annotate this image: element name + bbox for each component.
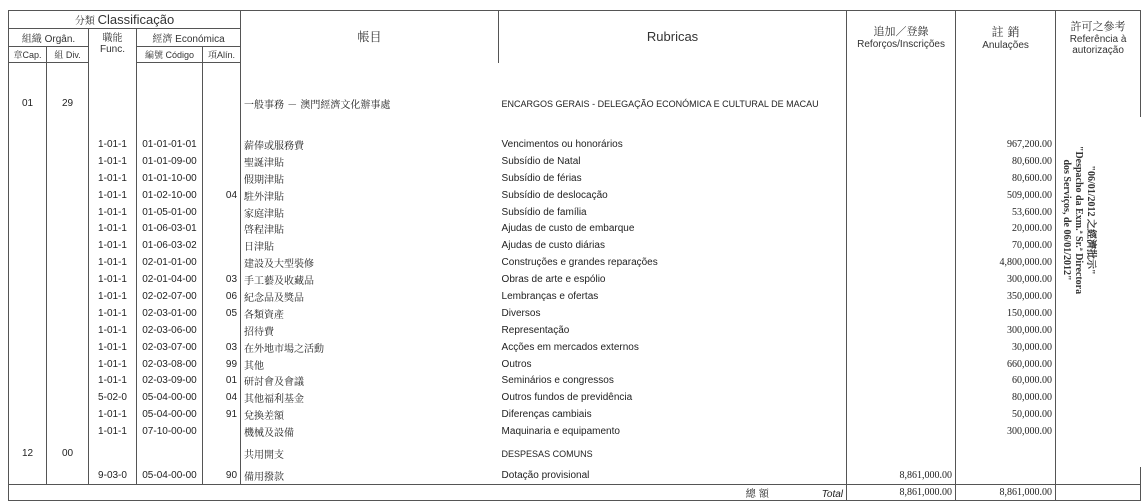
alinea-code: 90 <box>203 467 241 484</box>
div-cell <box>47 423 89 440</box>
economic-code: 01-01-01-01 <box>137 136 203 153</box>
func-code: 1-01-1 <box>89 254 137 271</box>
alinea-code <box>203 423 241 440</box>
reforco-value <box>847 372 956 389</box>
anulacao-value: 70,000.00 <box>956 237 1056 254</box>
div-cell <box>47 271 89 288</box>
reforco-value <box>847 170 956 187</box>
anulacao-value: 53,600.00 <box>956 204 1056 221</box>
anulacoes-header: 註 銷 Anulações <box>956 11 1056 63</box>
anulacao-value <box>956 467 1056 484</box>
alinea-code: 04 <box>203 187 241 204</box>
reforcos-header: 追加／登錄 Reforços/Inscrições <box>847 11 956 63</box>
economic-code: 02-03-01-00 <box>137 305 203 322</box>
rubrica-pt: Subsídio de férias <box>499 170 847 187</box>
section-div: 29 <box>47 90 89 117</box>
func-code: 1-01-1 <box>89 271 137 288</box>
div-cell <box>47 305 89 322</box>
economic-code: 02-02-07-00 <box>137 288 203 305</box>
alinea-code: 99 <box>203 356 241 373</box>
cap-cell <box>9 322 47 339</box>
cap-cell <box>9 204 47 221</box>
spacer-row <box>9 63 1141 91</box>
anulacao-value: 660,000.00 <box>956 356 1056 373</box>
table-row <box>9 372 1141 389</box>
reforco-value <box>847 271 956 288</box>
economic-code: 05-04-00-00 <box>137 406 203 423</box>
table-row <box>9 220 1141 237</box>
alinea-code <box>203 220 241 237</box>
func-code: 1-01-1 <box>89 204 137 221</box>
section-row-despesas-comuns <box>9 440 1141 467</box>
rubrica-pt: Diversos <box>499 305 847 322</box>
func-code: 1-01-1 <box>89 322 137 339</box>
rubrica-zh: 紀念品及獎品 <box>244 292 305 304</box>
alinea-header: 項Alín. <box>203 47 241 63</box>
func-code: 1-01-1 <box>89 153 137 170</box>
rubrica-zh: 假期津貼 <box>244 174 285 186</box>
rubrica-zh-header: 帳目 <box>241 11 499 63</box>
line-items <box>9 117 1141 440</box>
alinea-code <box>203 136 241 153</box>
reforco-value <box>847 153 956 170</box>
reforco-value <box>847 406 956 423</box>
cap-cell <box>9 220 47 237</box>
rubrica-zh: 聖誕津貼 <box>244 157 285 169</box>
authorization-reference <box>1061 145 1096 295</box>
economic-code: 07-10-00-00 <box>137 423 203 440</box>
rubrica-pt: Outros <box>499 356 847 373</box>
cap-cell <box>9 305 47 322</box>
div-cell <box>47 372 89 389</box>
anulacao-value: 300,000.00 <box>956 322 1056 339</box>
reforco-value <box>847 237 956 254</box>
section-desc-zh: 共用開支 <box>244 450 285 462</box>
rubrica-pt: Seminários e congressos <box>499 372 847 389</box>
reference-line-1: "06/01/2012 之經濟批示" <box>1085 165 1096 275</box>
cap-cell <box>9 372 47 389</box>
codigo-header: 編號 Código <box>137 47 203 63</box>
economic-code: 01-02-10-00 <box>137 187 203 204</box>
rubrica-zh: 研討會及會議 <box>244 377 305 389</box>
anulacao-value: 509,000.00 <box>956 187 1056 204</box>
rubrica-zh: 啓程津貼 <box>244 225 285 237</box>
table-row <box>9 288 1141 305</box>
reforco-value <box>847 339 956 356</box>
total-anulacao: 8,861,000.00 <box>956 484 1056 500</box>
func-code: 1-01-1 <box>89 356 137 373</box>
alinea-code: 06 <box>203 288 241 305</box>
table-row <box>9 187 1141 204</box>
section-cap: 12 <box>9 440 47 467</box>
rubrica-pt: Dotação provisional <box>499 467 847 484</box>
section-cap: 01 <box>9 90 47 117</box>
rubrica-pt: Obras de arte e espólio <box>499 271 847 288</box>
cap-cell <box>9 136 47 153</box>
rubrica-pt: Maquinaria e equipamento <box>499 423 847 440</box>
div-cell <box>47 389 89 406</box>
total-row <box>9 484 1141 500</box>
func-code: 1-01-1 <box>89 372 137 389</box>
func-code: 1-01-1 <box>89 220 137 237</box>
cap-cell <box>9 254 47 271</box>
cap-cell <box>9 271 47 288</box>
anulacao-value: 4,800,000.00 <box>956 254 1056 271</box>
div-cell <box>47 187 89 204</box>
func-code: 1-01-1 <box>89 406 137 423</box>
funcional-header: 職能 Func. <box>89 29 137 63</box>
reforco-value <box>847 423 956 440</box>
rubrica-pt: Representação <box>499 322 847 339</box>
div-cell <box>47 339 89 356</box>
alinea-code <box>203 153 241 170</box>
rubrica-zh: 其他福利基金 <box>244 394 305 406</box>
div-header: 組 Div. <box>47 47 89 63</box>
func-code: 1-01-1 <box>89 305 137 322</box>
reference-cell <box>1056 90 1141 117</box>
func-code: 9-03-0 <box>89 467 137 484</box>
anulacao-value: 80,600.00 <box>956 170 1056 187</box>
total-label: 總 額 Total <box>499 484 847 500</box>
reforco-value <box>847 356 956 373</box>
economic-code: 05-04-00-00 <box>137 467 203 484</box>
rubrica-pt: Ajudas de custo de embarque <box>499 220 847 237</box>
reforco-value <box>847 204 956 221</box>
total-reforco: 8,861,000.00 <box>847 484 956 500</box>
cap-cell <box>9 153 47 170</box>
rubrica-pt: Vencimentos ou honorários <box>499 136 847 153</box>
reforco-value <box>847 254 956 271</box>
rubrica-zh: 兌換差額 <box>244 411 285 423</box>
rubrica-pt: Subsídio de Natal <box>499 153 847 170</box>
anulacao-value: 80,000.00 <box>956 389 1056 406</box>
div-cell <box>47 153 89 170</box>
rubrica-zh: 招待費 <box>244 326 275 338</box>
func-code: 1-01-1 <box>89 170 137 187</box>
budget-sheet <box>8 10 1140 500</box>
alinea-code: 01 <box>203 372 241 389</box>
alinea-code <box>203 254 241 271</box>
economic-code: 01-06-03-02 <box>137 237 203 254</box>
div-cell <box>47 204 89 221</box>
cap-cell <box>9 288 47 305</box>
rubrica-pt: Construções e grandes reparações <box>499 254 847 271</box>
table-row <box>9 423 1141 440</box>
table-row <box>9 305 1141 322</box>
economic-code: 01-05-01-00 <box>137 204 203 221</box>
budget-table <box>8 10 1141 501</box>
economica-header: 經濟 Económica <box>137 29 241 47</box>
func-code: 1-01-1 <box>89 288 137 305</box>
rubrica-pt: Ajudas de custo diárias <box>499 237 847 254</box>
alinea-code: 91 <box>203 406 241 423</box>
table-row <box>9 271 1141 288</box>
section-desc-pt: DESPESAS COMUNS <box>499 440 847 467</box>
rubrica-pt: Subsídio de família <box>499 204 847 221</box>
div-cell <box>47 406 89 423</box>
rubrica-zh: 各類資產 <box>244 309 285 321</box>
cap-cell <box>9 339 47 356</box>
alinea-code <box>203 322 241 339</box>
economic-code: 05-04-00-00 <box>137 389 203 406</box>
rubrica-zh: 備用撥款 <box>244 471 285 483</box>
economic-code: 01-01-10-00 <box>137 170 203 187</box>
classificacao-header: 分類 Classificação <box>9 11 241 29</box>
section-desc-zh: 一般事務 － 澳門經濟文化辦事處 <box>244 100 391 111</box>
cap-cell <box>9 423 47 440</box>
rubrica-zh: 家庭津貼 <box>244 208 285 220</box>
cap-cell <box>9 237 47 254</box>
economic-code: 02-03-08-00 <box>137 356 203 373</box>
cap-cell <box>9 406 47 423</box>
table-row <box>9 254 1141 271</box>
rubrica-pt-header: Rubricas <box>499 11 847 63</box>
cap-cell <box>9 170 47 187</box>
div-cell <box>47 220 89 237</box>
section-div: 00 <box>47 440 89 467</box>
economic-code: 02-01-04-00 <box>137 271 203 288</box>
cap-cell <box>9 356 47 373</box>
anulacao-value: 60,000.00 <box>956 372 1056 389</box>
table-row <box>9 389 1141 406</box>
rubrica-zh: 駐外津貼 <box>244 191 285 203</box>
div-cell <box>47 136 89 153</box>
div-cell <box>47 170 89 187</box>
economic-code: 02-01-01-00 <box>137 254 203 271</box>
rubrica-zh: 手工藝及收藏品 <box>244 276 315 288</box>
table-row <box>9 153 1141 170</box>
alinea-code <box>203 204 241 221</box>
alinea-code: 04 <box>203 389 241 406</box>
func-code: 1-01-1 <box>89 237 137 254</box>
organico-header: 組織 Orgân. <box>9 29 89 47</box>
rubrica-zh: 在外地市場之活動 <box>244 343 325 355</box>
func-code: 1-01-1 <box>89 136 137 153</box>
cap-cell <box>9 187 47 204</box>
rubrica-zh: 薪俸或服務費 <box>244 140 305 152</box>
economic-code: 01-01-09-00 <box>137 153 203 170</box>
cap-cell <box>9 389 47 406</box>
economic-code: 02-03-09-00 <box>137 372 203 389</box>
rubrica-zh: 機械及設備 <box>244 428 295 440</box>
div-cell <box>47 254 89 271</box>
rubrica-pt: Diferenças cambiais <box>499 406 847 423</box>
reforco-value <box>847 220 956 237</box>
func-code: 5-02-0 <box>89 389 137 406</box>
div-cell <box>47 356 89 373</box>
rubrica-pt: Outros fundos de previdência <box>499 389 847 406</box>
div-cell <box>47 288 89 305</box>
func-code: 1-01-1 <box>89 339 137 356</box>
table-row <box>9 136 1141 153</box>
table-row <box>9 339 1141 356</box>
reference-line-2: "Despacho da Exm.ª Sr.ª Directora <box>1073 145 1084 295</box>
economic-code: 02-03-07-00 <box>137 339 203 356</box>
reforco-value <box>847 389 956 406</box>
table-row <box>9 322 1141 339</box>
table-row <box>9 237 1141 254</box>
alinea-code: 03 <box>203 339 241 356</box>
anulacao-value: 80,600.00 <box>956 153 1056 170</box>
rubrica-pt: Lembranças e ofertas <box>499 288 847 305</box>
table-row <box>9 170 1141 187</box>
anulacao-value: 50,000.00 <box>956 406 1056 423</box>
gap-row <box>9 117 1141 136</box>
anulacao-value: 150,000.00 <box>956 305 1056 322</box>
table-row <box>9 406 1141 423</box>
reforco-value <box>847 288 956 305</box>
section-desc-pt: ENCARGOS GERAIS - DELEGAÇÃO ECONÓMICA E CULTURAL DE MACAU <box>499 90 847 117</box>
cap-header: 章Cap. <box>9 47 47 63</box>
div-cell <box>47 237 89 254</box>
table-row <box>9 356 1141 373</box>
rubrica-pt: Subsídio de deslocação <box>499 187 847 204</box>
anulacao-value: 30,000.00 <box>956 339 1056 356</box>
economic-code: 02-03-06-00 <box>137 322 203 339</box>
reforco-value <box>847 322 956 339</box>
anulacao-value: 300,000.00 <box>956 271 1056 288</box>
alinea-code <box>203 170 241 187</box>
func-code: 1-01-1 <box>89 423 137 440</box>
reference-line-3: dos Serviços, de 06/01/2012" <box>1061 159 1072 281</box>
section-row-delegacao <box>9 90 1141 117</box>
anulacao-value: 300,000.00 <box>956 423 1056 440</box>
reforco-value <box>847 187 956 204</box>
anulacao-value: 20,000.00 <box>956 220 1056 237</box>
reforco-value <box>847 305 956 322</box>
alinea-code <box>203 237 241 254</box>
table-row-provision <box>9 467 1141 484</box>
div-cell <box>47 322 89 339</box>
reforco-value: 8,861,000.00 <box>847 467 956 484</box>
anulacao-value: 967,200.00 <box>956 136 1056 153</box>
header-row-1 <box>9 11 1141 29</box>
referencia-header: 許可之參考 Referência à autorização <box>1056 11 1141 63</box>
rubrica-zh: 建設及大型裝修 <box>244 259 315 271</box>
func-code: 1-01-1 <box>89 187 137 204</box>
alinea-code: 05 <box>203 305 241 322</box>
table-row <box>9 204 1141 221</box>
anulacao-value: 350,000.00 <box>956 288 1056 305</box>
rubrica-zh: 其他 <box>244 360 265 372</box>
rubrica-pt: Acções em mercados externos <box>499 339 847 356</box>
economic-code: 01-06-03-01 <box>137 220 203 237</box>
reforco-value <box>847 136 956 153</box>
alinea-code: 03 <box>203 271 241 288</box>
rubrica-zh: 日津貼 <box>244 242 275 254</box>
